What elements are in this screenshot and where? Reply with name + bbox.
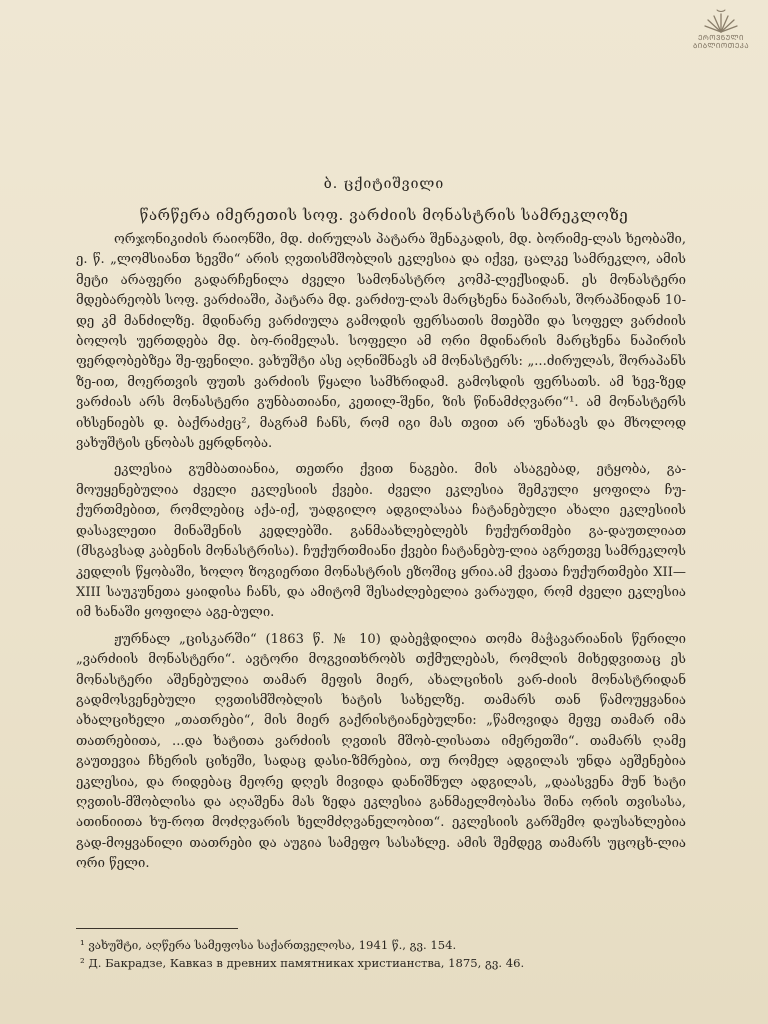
stamp-line-2: ᲑᲘᲑᲚᲘᲝᲗᲔᲙᲐ bbox=[692, 42, 750, 50]
paragraph: ეკლესია გუმბათიანია, თეთრი ქვით ნაგები. მის ასაგებად, ეტყობა, გა-მოუყენებულია ძველი ეკლესიის ქვები. ძველი ეკლესია შემკული ყოფილა ჩუ-ქურთმებით, რომლებიც აქა-იქ, უადგილო ადგილასაა ჩატანებული ახალი ეკლესიის დასავლეთი მინაშენის კედლებში. განმაახლებლებს ჩუქურთმები გა-დაუთლიათ (მსგავსად კაბენის მონასტრისა). ჩუქურთმიანი ქვები ჩატანებუ-ლია აგრეთვე სამრეკლოს კედლის წყობაში, ხოლო ზოგიერთი მონასტრის ეზოშიც ყრია.ამ ქვათა ჩუქურთმები XII—XIII საუკუნეთა ყაიდისა ჩანს, და ამიტომ შესაძლებელია ვარაუდი, რომ ძველი ეკლესია იმ ხანაში ყოფილა აგე-ბული. bbox=[76, 462, 686, 621]
article-title: წარწერა იმერეთის სოფ. ვარძიის მონასტრის სამრეკლოზე bbox=[139, 206, 629, 224]
library-stamp bbox=[688, 6, 754, 66]
footnotes bbox=[76, 936, 686, 972]
footnote-text: ვახუშტი, აღწერა სამეფოსა საქართველოსა, 1941 წ., გვ. 154. bbox=[88, 938, 457, 952]
footnote-mark: ² bbox=[80, 956, 85, 970]
footnote-mark: ¹ bbox=[80, 938, 85, 952]
library-logo-icon bbox=[702, 6, 740, 34]
footnote bbox=[76, 954, 686, 972]
footnote-divider bbox=[76, 928, 238, 929]
footnote-text: Д. Бакрадзе, Кавказ в древних памятниках христианства, 1875, გვ. 46. bbox=[88, 956, 525, 970]
article-author: ბ. ცქიტიშვილი bbox=[323, 176, 445, 192]
article-body bbox=[76, 230, 686, 881]
paragraph: ორჯონიკიძის რაიონში, მდ. ძირულას პატარა შენაკადის, მდ. ბორიმე-ლას ხეობაში, ე. წ. „ლომსიანთ ხევში“ არის ღვთისმშობლის ეკლესია და იქვე, ცალკე სამრეკლო, ამის მეტი არაფერი გადარჩენილა ძველი სამონასტრო კომპ-ლექსიდან. ეს მონასტერი მდებარეობს სოფ. ვარძიაში, პატარა მდ. ვარძიუ-ლას მარცხენა ნაპირას, შორაპნიდან 10-დე კმ მანძილზე. მდინარე ვარძიულა გამოდის ფერსათის მთებში და სოფელ ვარძიის ბოლოს უერთდება მდ. ბო-რიმელას. სოფელი ამ ორი მდინარის მარცხენა ნაპირის ფერდობებზეა შე-ფენილი. ვახუშტი ასე აღნიშნავს ამ მონასტერს: „...ძირულას, შორაპანს ზე-ით, მოერთვის ფუთს ვარძიის წყალი სამხრიდამ. გამოსდის ფერსათს. ამ ხევ-ზედ ვარძიას არს მონასტერი გუნბათიანი, კეთილ-შენი, ზის წინამძღვარი“¹. ამ მონასტერს იხსენიებს დ. ბაქრაძეც², მაგრამ ჩანს, რომ იგი მას თვით არ უნახავს და მხოლოდ ვახუშტის ცნობას ეყრდნობა. bbox=[76, 232, 686, 452]
stamp-line-1: ᲔᲠᲝᲕᲜᲣᲚᲘ bbox=[698, 34, 744, 42]
paragraph: ჟურნალ „ცისკარში“ (1863 წ. № 10) დაბეჭდილია თომა მაჭავარიანის წერილი „ვარძიის მონასტერი“. ავტორი მოგვითხრობს თქმულებას, რომლის მიხედვითაც ეს მონასტერი აშენებულია თამარ მეფის მიერ, ახალციხის ვარ-ძიის მონასტრიდან გადმოსვენებული ღვთისმშობლის ხატის სახელზე. თამარს თან წამოუყვანია ახალციხელი „თათრები“, მის მიერ გაქრისტიანებულნი: „წამოვიდა მეფე თამარ იმა თათრებითა, ...და ხატითა ვარძიის ღვთის მშობ-ლისათა იმერეთში“. თამარს ღამე გაუთევია ჩხერის ციხეში, სადაც დასი-ზმრებია, თუ რომელ ადგილას უნდა აეშენებია ეკლესია, და რიდებაც მეორე დღეს მივიდა დანიშნულ ადგილას, „დაასვენა მუნ ხატი ღვთის-მშობლისა და აღაშენა მას ზედა ეკლესია განმაელმობასა შინა ორის თვისასა, ათინიითა ხუ-როთ მოძღვარის ხელმძღვანელობით“. ეკლესიის გარშემო დაუსახლებია გად-მოყვანილი თათრები და აუგია სამეფო სასახლე. ამის შემდეგ თამარს უცოცხ-ლია ორი წელი. bbox=[76, 631, 686, 872]
footnote bbox=[76, 936, 686, 954]
